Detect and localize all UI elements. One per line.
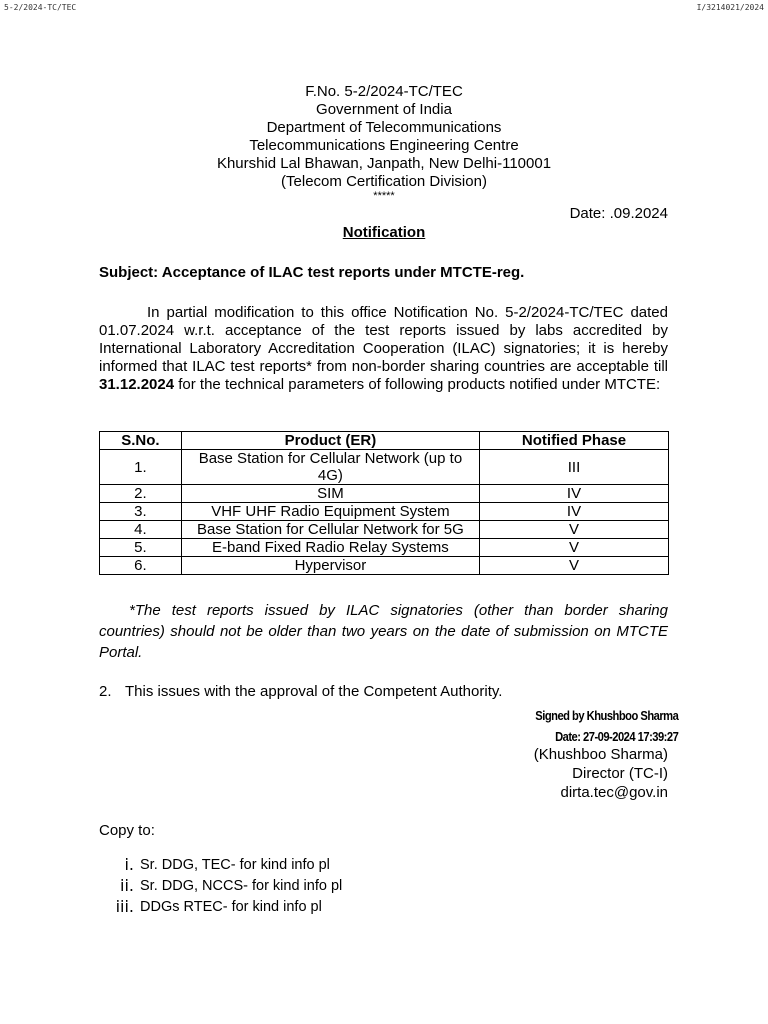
list-item [104, 854, 342, 875]
cell-phase: III [480, 450, 669, 485]
cell-phase: V [480, 521, 669, 539]
signer-email: dirta.tec@gov.in [560, 784, 668, 801]
cell-phase: V [480, 557, 669, 575]
address-line: Khurshid Lal Bhawan, Janpath, New Delhi-110001 [216, 155, 552, 172]
cell-sno: 2. [100, 485, 182, 503]
list-item-number: iii. [115, 897, 134, 916]
dept-line: Department of Telecommunications [266, 119, 502, 136]
products-table [99, 431, 669, 575]
letterhead [0, 83, 768, 202]
digital-signature [512, 705, 678, 747]
cell-sno: 6. [100, 557, 182, 575]
cell-product: Base Station for Cellular Network (up to 4G) [181, 450, 479, 485]
table-row [100, 521, 669, 539]
header-phase: Notified Phase [480, 432, 669, 450]
approval-number: 2. [99, 683, 112, 700]
copy-to-label: Copy to: [99, 822, 155, 839]
header-sno: S.No. [100, 432, 182, 450]
list-item [104, 896, 342, 917]
signer-block [534, 745, 668, 802]
centre-line: Telecommunications Engineering Centre [249, 137, 519, 154]
page-header-file-ref: 5-2/2024-TC/TEC [4, 3, 77, 12]
list-item-text: DDGs RTEC- for kind info pl [140, 898, 322, 915]
page-header-doc-ref: I/3214021/2024 [696, 3, 764, 12]
cell-phase: IV [480, 503, 669, 521]
list-item-text: Sr. DDG, NCCS- for kind info pl [140, 877, 343, 894]
stars-separator: ***** [373, 190, 395, 202]
copy-to-list [104, 854, 342, 917]
cell-phase: V [480, 539, 669, 557]
cell-sno: 4. [100, 521, 182, 539]
govt-line: Government of India [316, 101, 452, 118]
approval-text: This issues with the approval of the Competent Authority. [125, 683, 503, 700]
list-item [104, 875, 342, 896]
list-item-number: i. [124, 855, 134, 874]
list-item-text: Sr. DDG, TEC- for kind info pl [140, 856, 330, 873]
footnote-paragraph [99, 600, 668, 663]
cell-sno: 1. [100, 450, 182, 485]
footnote-text: *The test reports issued by ILAC signatories (other than border sharing countries) should not be older than two years on the date of submission on MTCTE Portal. [99, 602, 668, 661]
table-row [100, 485, 669, 503]
header-product: Product (ER) [181, 432, 479, 450]
cell-phase: IV [480, 485, 669, 503]
signed-by: Signed by Khushboo Sharma [534, 708, 678, 723]
body-paragraph [99, 304, 668, 394]
cell-product: E-band Fixed Radio Relay Systems [181, 539, 479, 557]
body-text-part2: for the technical parameters of following products notified under MTCTE: [174, 376, 661, 393]
cell-sno: 3. [100, 503, 182, 521]
body-bold-date: 31.12.2024 [99, 376, 175, 393]
notification-date: Date: .09.2024 [569, 205, 668, 222]
cell-product: Hypervisor [181, 557, 479, 575]
table-header-row [100, 432, 669, 450]
division-line: (Telecom Certification Division) [281, 173, 487, 190]
table-row [100, 503, 669, 521]
notification-title: Notification [342, 224, 426, 241]
cell-sno: 5. [100, 539, 182, 557]
list-item-number: ii. [120, 876, 134, 895]
approval-line [99, 683, 502, 700]
cell-product: VHF UHF Radio Equipment System [181, 503, 479, 521]
signature-date: Date: 27-09-2024 17:39:27 [554, 729, 678, 744]
cell-product: SIM [181, 485, 479, 503]
table-row [100, 450, 669, 485]
table-row [100, 557, 669, 575]
signer-designation: Director (TC-I) [572, 765, 668, 782]
table-row [100, 539, 669, 557]
body-text-part1: In partial modification to this office Notification No. 5-2/2024-TC/TEC dated 01.07.2024 w.r.t. acceptance of the test reports issued by labs accredited by International Laboratory Accreditation Cooperation (ILAC) signatories; it is hereby informed that ILAC test reports* from non-border sharing countries are acceptable till [99, 304, 668, 375]
file-number: F.No. 5-2/2024-TC/TEC [305, 83, 463, 100]
subject-line: Subject: Acceptance of ILAC test reports under MTCTE-reg. [99, 264, 525, 281]
cell-product: Base Station for Cellular Network for 5G [181, 521, 479, 539]
signer-name: (Khushboo Sharma) [533, 746, 668, 763]
